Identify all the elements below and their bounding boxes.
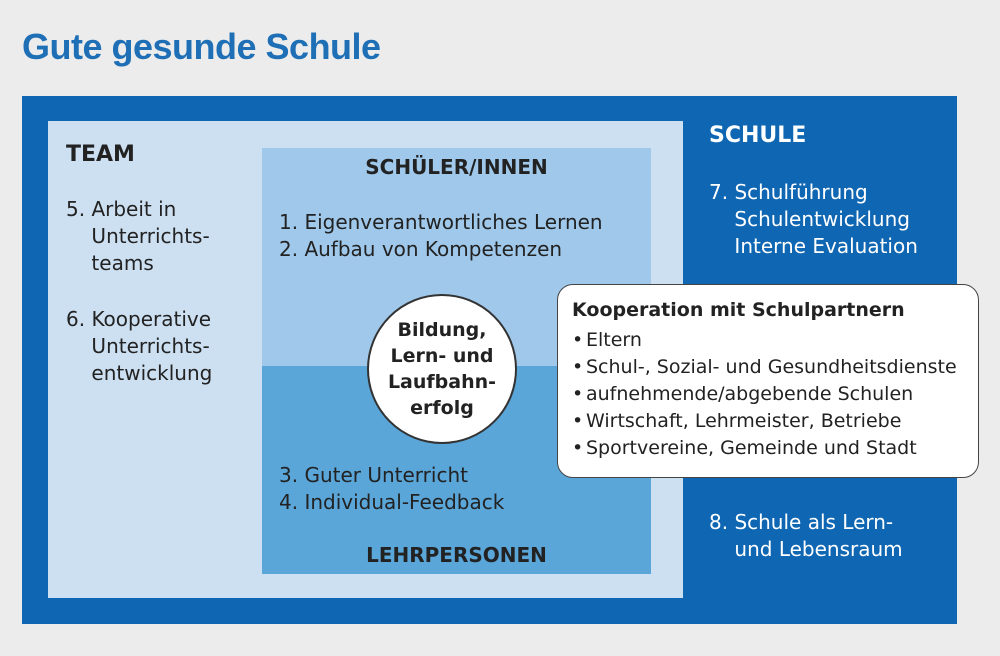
bullet-icon: • <box>572 356 584 378</box>
kooperation-box <box>557 284 979 478</box>
center-circle <box>367 294 517 444</box>
kooperation-list <box>572 327 957 462</box>
schule-item-8: 8. Schule als Lern- und Lebensraum <box>709 510 903 561</box>
list-item: • Eltern <box>572 327 957 354</box>
center-label: Bildung, Lern- und Laufbahn- erfolg <box>387 319 497 419</box>
schule-item-7: 7. Schulführung Schulentwicklung Interne Evaluation <box>709 180 918 258</box>
page-title: Gute gesunde Schule <box>22 26 381 67</box>
bullet-icon: • <box>572 437 584 459</box>
list-item: • aufnehmende/abgebende Schulen <box>572 381 957 408</box>
team-item-6: 6. Kooperative Unterrichts- entwicklung <box>66 307 213 385</box>
team-item-5: 5. Arbeit in Unterrichts- teams <box>66 197 210 275</box>
list-item: • Sportvereine, Gemeinde und Stadt <box>572 435 957 462</box>
schule-heading: SCHULE <box>709 123 807 148</box>
bullet-icon: • <box>572 383 584 405</box>
list-item: • Schul-, Sozial- und Gesundheitsdienste <box>572 354 957 381</box>
team-heading: TEAM <box>66 142 135 167</box>
list-item: • Wirtschaft, Lehrmeister, Betriebe <box>572 408 957 435</box>
kooperation-title: Kooperation mit Schulpartnern <box>572 299 905 321</box>
bullet-icon: • <box>572 410 584 432</box>
lehrpersonen-item-3: 3. Guter Unterricht <box>279 463 468 487</box>
schueler-heading: SCHÜLER/INNEN <box>365 155 548 179</box>
bullet-icon: • <box>572 329 584 351</box>
lehrpersonen-item-4: 4. Individual-Feedback <box>279 490 505 514</box>
schueler-item-1: 1. Eigenverantwortliches Lernen <box>279 210 603 234</box>
schueler-item-2: 2. Aufbau von Kompetenzen <box>279 237 563 261</box>
lehrpersonen-heading: LEHRPERSONEN <box>366 543 547 567</box>
